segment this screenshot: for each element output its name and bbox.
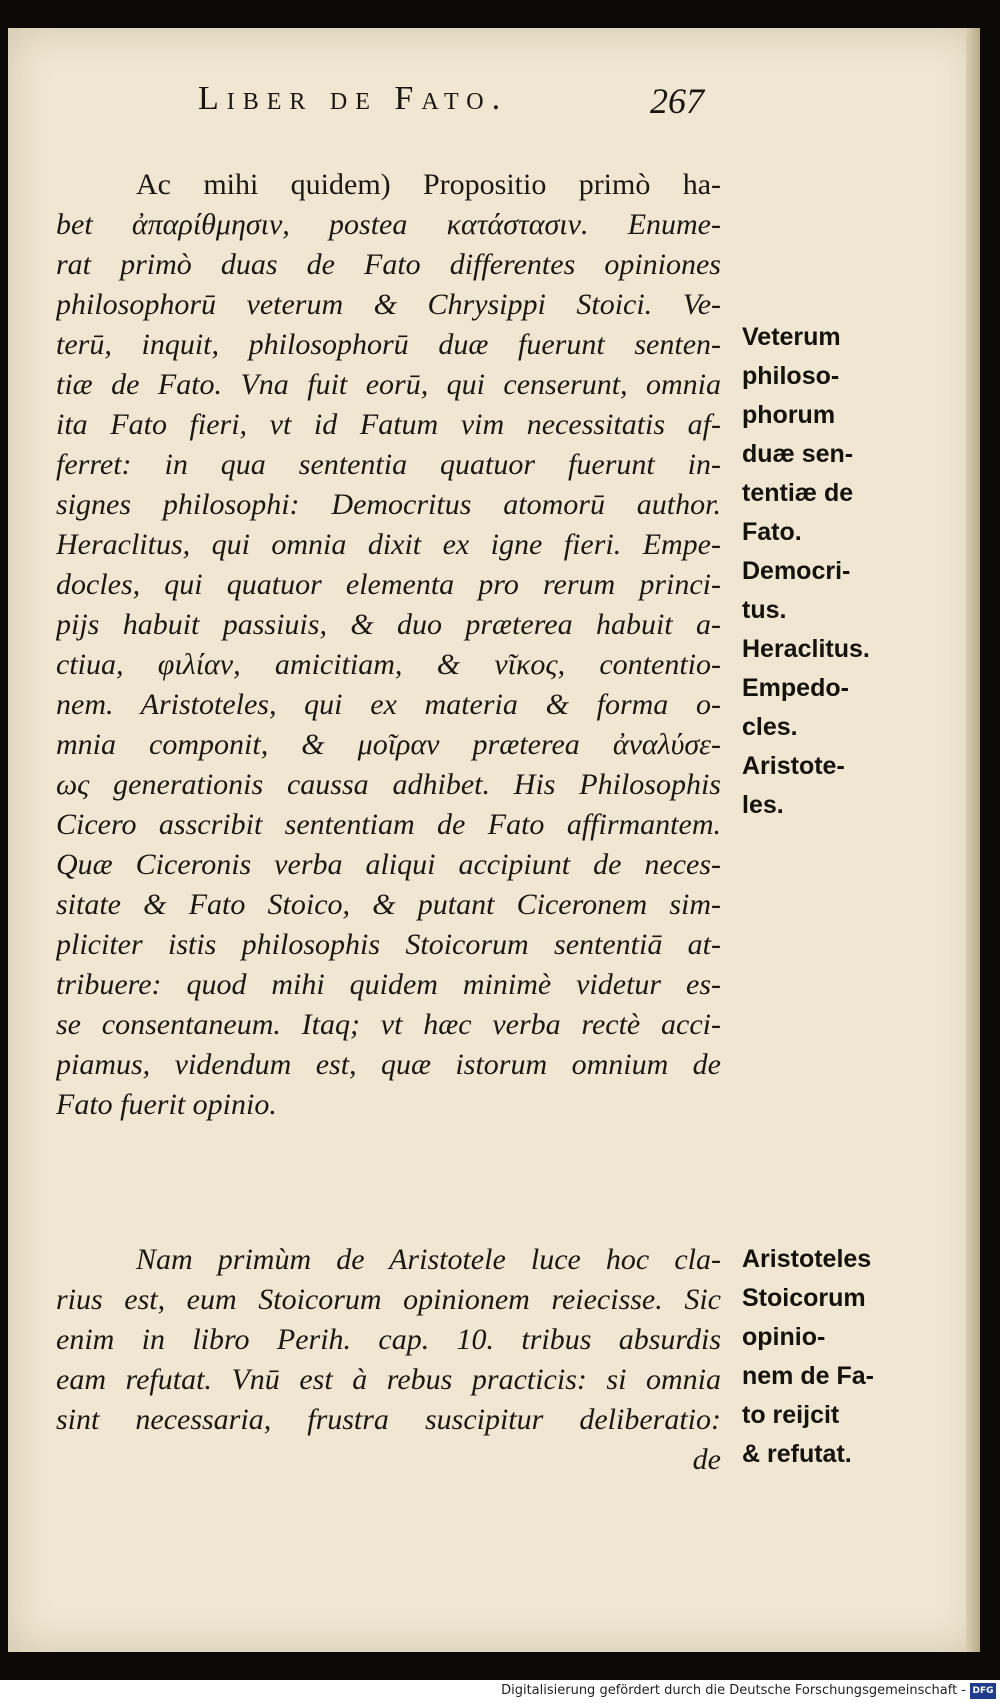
note-line: Democri-	[742, 557, 851, 585]
text-line: se consentaneum. Itaq; vt hæc verba rectè acci-	[56, 1008, 721, 1041]
text-line: Fato fuerit opinio.	[56, 1088, 277, 1121]
note-line: Aristoteles	[742, 1245, 872, 1273]
text-line: eam refutat. Vnū est à rebus practicis: si omnia	[56, 1363, 721, 1396]
note-line: Stoicorum	[742, 1284, 866, 1312]
text-line: Quæ Ciceronis verba aliqui accipiunt de neces-	[56, 848, 721, 881]
text-line: Heraclitus, qui omnia dixit ex igne fieri. Empe-	[56, 528, 721, 561]
text-line: Nam primùm de Aristotele luce hoc cla-	[136, 1243, 721, 1276]
note-line: to reijcit	[742, 1401, 840, 1429]
note-line: nem de Fa-	[742, 1362, 874, 1390]
text-line: signes philosophi: Democritus atomorū author.	[56, 488, 721, 521]
page-edge	[966, 28, 980, 1652]
note-line: & refutat.	[742, 1440, 852, 1468]
book-page	[8, 28, 980, 1652]
text-line: terū, inquit, philosophorū duæ fuerunt senten-	[56, 328, 721, 361]
text-line: ferret: in qua sententia quatuor fuerunt in-	[56, 448, 721, 481]
text-line: pliciter istis philosophis Stoicorum sententiā at-	[56, 928, 721, 961]
note-line: Heraclitus.	[742, 635, 870, 663]
note-line: phorum	[742, 401, 836, 429]
note-line: tentiæ de	[742, 479, 854, 507]
text-line: Cicero asscribit sententiam de Fato affirmantem.	[56, 808, 721, 841]
text-line: tiæ de Fato. Vna fuit eorū, qui censerunt, omnia	[56, 368, 721, 401]
note-line: Fato.	[742, 518, 802, 546]
note-line: duæ sen-	[742, 440, 854, 468]
note-line: les.	[742, 791, 784, 819]
text-line: tribuere: quod mihi quidem minimè videtur es-	[56, 968, 721, 1001]
marginal-note-1	[742, 318, 922, 825]
text-line: rat primò duas de Fato differentes opiniones	[56, 248, 721, 281]
text-line: ctiua, φιλίαν, amicitiam, & νῖκος, contentio-	[56, 648, 721, 681]
text-line: bet ἀπαρίθμησιν, postea κατάστασιν. Enume-	[56, 208, 721, 241]
note-line: philoso-	[742, 362, 840, 390]
text-line: mnia componit, & μοῖραν præterea ἀναλύσε-	[56, 728, 721, 761]
note-line: tus.	[742, 596, 787, 624]
note-line: opinio-	[742, 1323, 826, 1351]
catchword: de	[692, 1443, 721, 1476]
text-line: enim in libro Perih. cap. 10. tribus absurdis	[56, 1323, 721, 1356]
text-line: piamus, videndum est, quæ istorum omnium de	[56, 1048, 721, 1081]
note-line: Veterum	[742, 323, 841, 351]
page-number: 267	[650, 81, 704, 121]
text-line: docles, qui quatuor elementa pro rerum princi-	[56, 568, 721, 601]
text-line: ως generationis caussa adhibet. His Philosophis	[56, 768, 721, 801]
text-line: pijs habuit passiuis, & duo præterea habuit a-	[56, 608, 721, 641]
text-line: sint necessaria, frustra suscipitur deliberatio:	[56, 1403, 721, 1436]
text-line: Ac mihi quidem) Propositio primò ha-	[136, 168, 721, 201]
text-line: ita Fato fieri, vt id Fatum vim necessitatis af-	[56, 408, 721, 441]
note-line: Aristote-	[742, 752, 845, 780]
text-line: rius est, eum Stoicorum opinionem reiecisse. Sic	[56, 1283, 721, 1316]
footer-bar	[0, 1680, 1000, 1703]
dfg-logo: DFG	[970, 1683, 996, 1699]
marginal-note-2	[742, 1240, 922, 1474]
note-line: cles.	[742, 713, 798, 741]
text-line: sitate & Fato Stoico, & putant Ciceronem sim-	[56, 888, 721, 921]
text-line: philosophorū veterum & Chrysippi Stoici. Ve-	[56, 288, 721, 321]
text-line: nem. Aristoteles, qui ex materia & forma o-	[56, 688, 721, 721]
paragraph-2	[56, 1240, 721, 1480]
running-head: Liber de Fato.	[198, 80, 509, 117]
funding-credit: Digitalisierung gefördert durch die Deutsche Forschungsgemeinschaft -	[501, 1683, 966, 1698]
note-line: Empedo-	[742, 674, 849, 702]
paragraph-1	[56, 165, 721, 1125]
